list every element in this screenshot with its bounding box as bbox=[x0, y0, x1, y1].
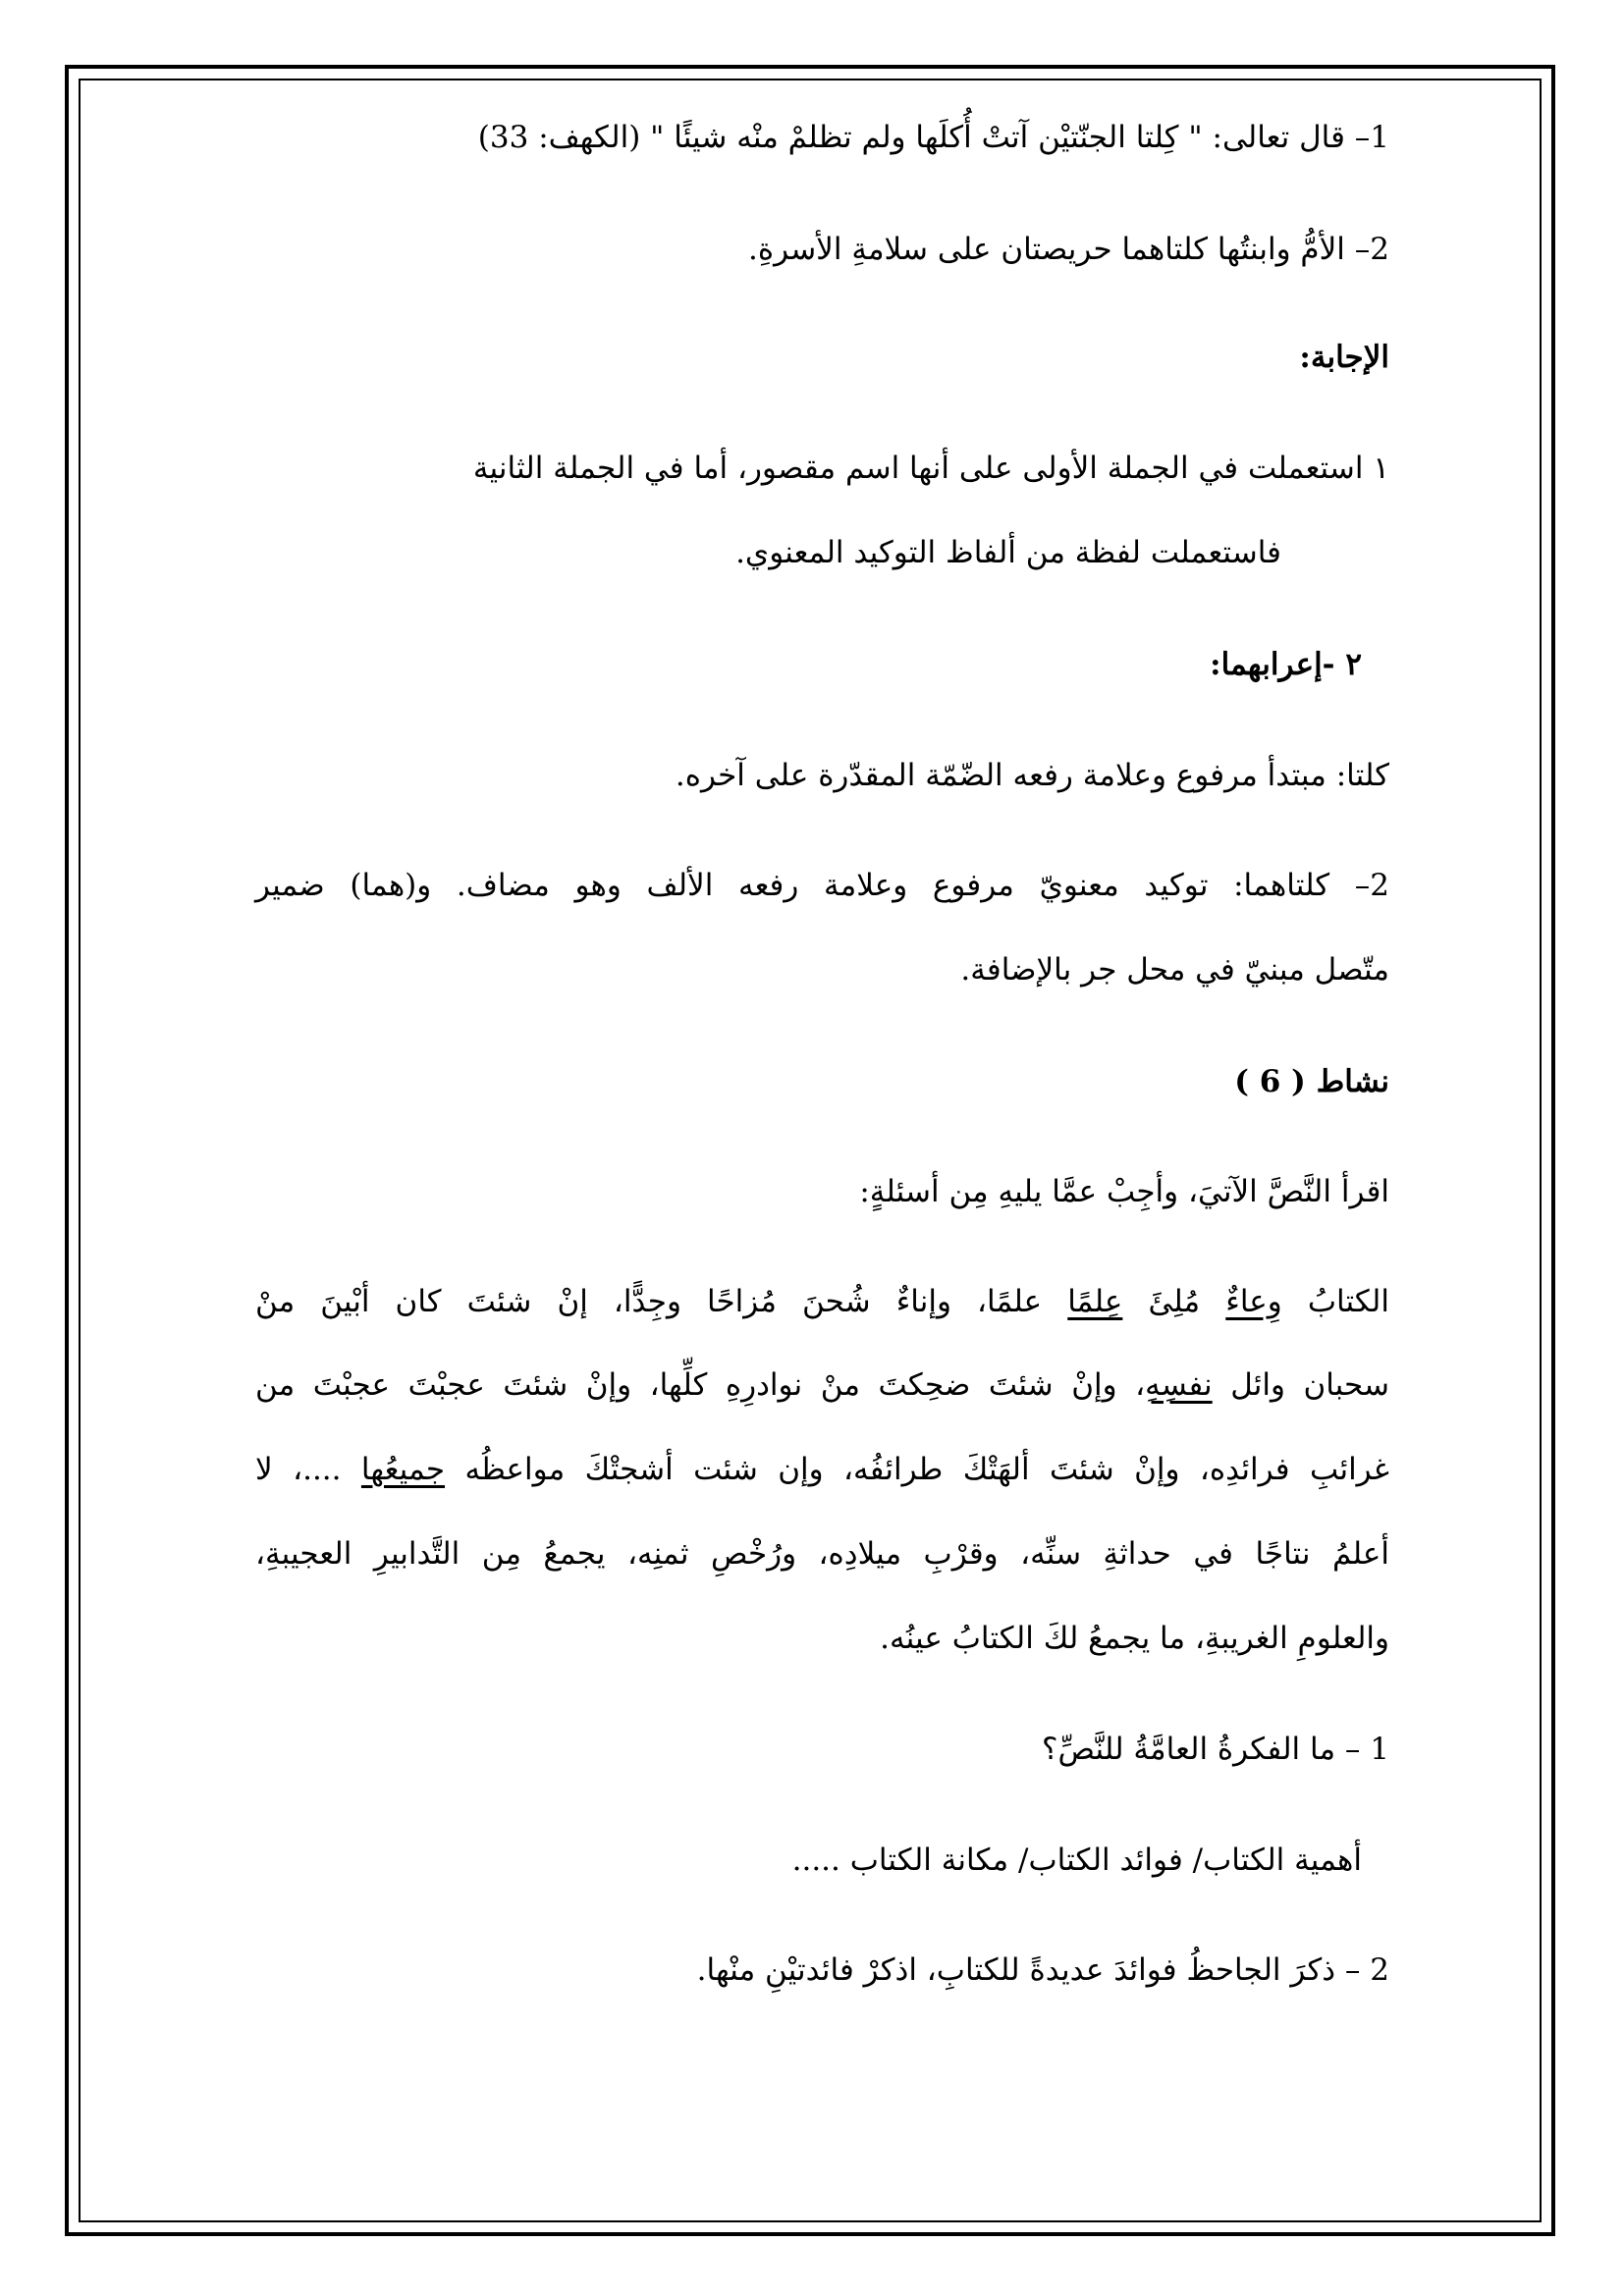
passage-text: ، وإنْ شئتَ ضحِكتَ منْ نوادرِهِ كلِّها، وإنْ شئتَ عجبْتَ عجبْتَ من bbox=[255, 1367, 1146, 1403]
irab-kiltahuma-line-2: متّصل مبنيّ في محل جر بالإضافة. bbox=[960, 952, 1389, 988]
passage-text: سحبان وائل bbox=[1212, 1367, 1389, 1403]
passage-text: علمًا، وإناءٌ شُحنَ مُزاحًا وجِدًّا، إنْ شئتَ كان أبْينَ منْ bbox=[255, 1284, 1068, 1319]
passage-line-3 bbox=[255, 1448, 1389, 1491]
answer-1: أهمية الكتاب/ فوائد الكتاب/ مكانة الكتاب ..... bbox=[791, 1842, 1362, 1878]
question-2: 2 – ذكرَ الجاحظُ فوائدَ عديدةً للكتابِ، اذكرْ فائدتيْنِ منْها. bbox=[696, 1952, 1389, 1988]
passage-text: غرائبِ فرائدِه، وإنْ شئتَ ألهَتْكَ طرائفُه، وإن شئت أشجتْكَ مواعظُه bbox=[445, 1452, 1389, 1487]
underlined-word: نفسِهِ bbox=[1145, 1367, 1213, 1403]
passage-line-1 bbox=[255, 1280, 1389, 1323]
underlined-word: جميعُها bbox=[360, 1452, 446, 1487]
activity-heading: نشاط ( 6 ) bbox=[1234, 1064, 1389, 1099]
activity-instruction: اقرأ النَّصَّ الآتيَ، وأجِبْ عمَّا يليهِ مِن أسئلةٍ: bbox=[859, 1174, 1389, 1209]
passage-text: مُلِئَ bbox=[1122, 1284, 1226, 1319]
passage-line-2 bbox=[255, 1363, 1389, 1407]
irab-kilta: كلتا: مبتدأ مرفوع وعلامة رفعه الضّمّة المقدّرة على آخره. bbox=[675, 758, 1389, 793]
underlined-word: عِلمًا bbox=[1067, 1284, 1123, 1319]
passage-line-4: أعلمُ نتاجًا في حداثةِ سنِّه، وقرْبِ ميلادِه، ورُخْصِ ثمنِه، يجمعُ مِن التَّدابيرِ العجيبةِ، bbox=[255, 1536, 1389, 1572]
passage-line-5: والعلومِ الغريبةِ، ما يجمعُ لكَ الكتابُ عينُه. bbox=[880, 1621, 1389, 1656]
answer-heading: الإجابة: bbox=[1299, 340, 1389, 375]
irab-kiltahuma-line-1: 2– كلتاهما: توكيد معنويّ مرفوع وعلامة رفعه الألف وهو مضاف. و(هما) ضمير bbox=[255, 868, 1389, 903]
passage-text: ....، لا bbox=[255, 1452, 361, 1487]
question-line-2: 2– الأمُّ وابنتُها كلتاهما حريصتان على سلامةِ الأسرةِ. bbox=[748, 232, 1389, 267]
passage-text: الكتابُ bbox=[1281, 1284, 1389, 1319]
question-1: 1 – ما الفكرةُ العامَّةُ للنَّصِّ؟ bbox=[1042, 1732, 1389, 1767]
answer-2-heading: ٢ -إعرابهما: bbox=[1210, 647, 1362, 682]
answer-1-line-2: فاستعملت لفظة من ألفاظ التوكيد المعنوي. bbox=[735, 535, 1281, 570]
question-line-1: 1– قال تعالى: " كِلتا الجنّتيْن آتتْ أُكلَها ولم تظلمْ منْه شيئًا " (الكهف: 33) bbox=[477, 120, 1389, 155]
page-content bbox=[255, 0, 1389, 2296]
underlined-word: وِعاءٌ bbox=[1225, 1284, 1282, 1319]
answer-1-line-1: ١ استعملت في الجملة الأولى على أنها اسم مقصور، أما في الجملة الثانية bbox=[472, 451, 1389, 486]
